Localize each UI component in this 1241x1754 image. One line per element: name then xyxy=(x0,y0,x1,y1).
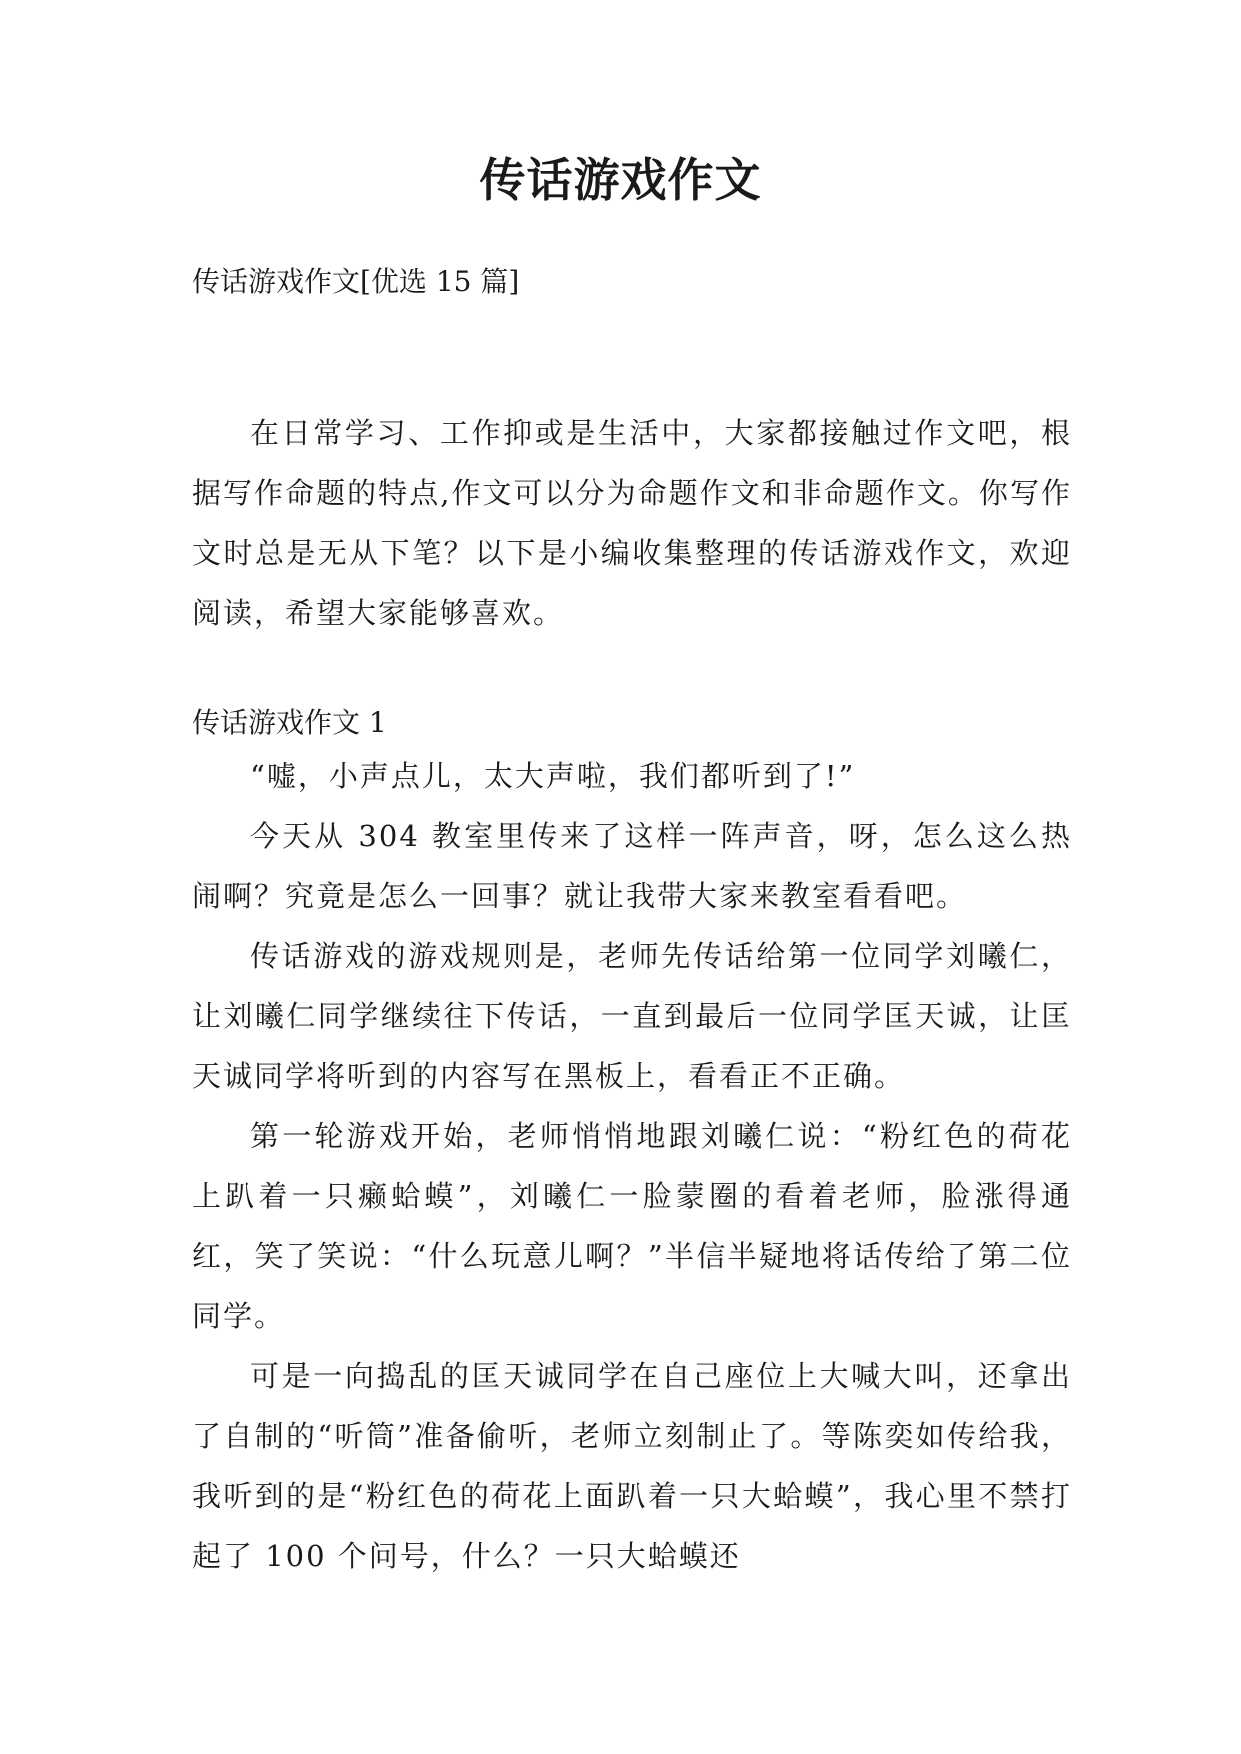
intro-paragraph: 在日常学习、工作抑或是生活中，大家都接触过作文吧，根据写作命题的特点,作文可以分为命题作文和非命题作文。你写作文时总是无从下笔？以下是小编收集整理的传话游戏作文，欢迎阅读，希望大家能够喜欢。 xyxy=(192,416,1072,630)
document-subtitle: 传话游戏作文[优选 15 篇] xyxy=(192,265,520,298)
essay-paragraph-2: 今天从 304 教室里传来了这样一阵声音，呀，怎么这么热闹啊？究竟是怎么一回事？就让我带大家来教室看看吧。 xyxy=(192,819,1072,913)
essay-paragraph-5: 可是一向捣乱的匡天诚同学在自己座位上大喊大叫，还拿出了自制的“听筒”准备偷听，老师立刻制止了。等陈奕如传给我，我听到的是“粉红色的荷花上面趴着一只大蛤蟆”，我心里不禁打起了 100 个问号，什么？一只大蛤蟆还 xyxy=(192,1359,1072,1573)
essay-paragraph-4: 第一轮游戏开始，老师悄悄地跟刘曦仁说：“粉红色的荷花上趴着一只癞蛤蟆”，刘曦仁一脸蒙圈的看着老师，脸涨得通红，笑了笑说：“什么玩意儿啊？”半信半疑地将话传给了第二位同学。 xyxy=(192,1119,1072,1333)
document-title: 传话游戏作文 xyxy=(479,153,762,207)
section-heading: 传话游戏作文 1 xyxy=(192,706,387,739)
intro-block xyxy=(192,403,1072,643)
essay-paragraph-3: 传话游戏的游戏规则是，老师先传话给第一位同学刘曦仁，让刘曦仁同学继续往下传话，一直到最后一位同学匡天诚，让匡天诚同学将听到的内容写在黑板上，看看正不正确。 xyxy=(192,939,1072,1093)
essay-body xyxy=(192,746,1072,1586)
essay-paragraph-1: “嘘，小声点儿，太大声啦，我们都听到了!” xyxy=(250,759,856,793)
